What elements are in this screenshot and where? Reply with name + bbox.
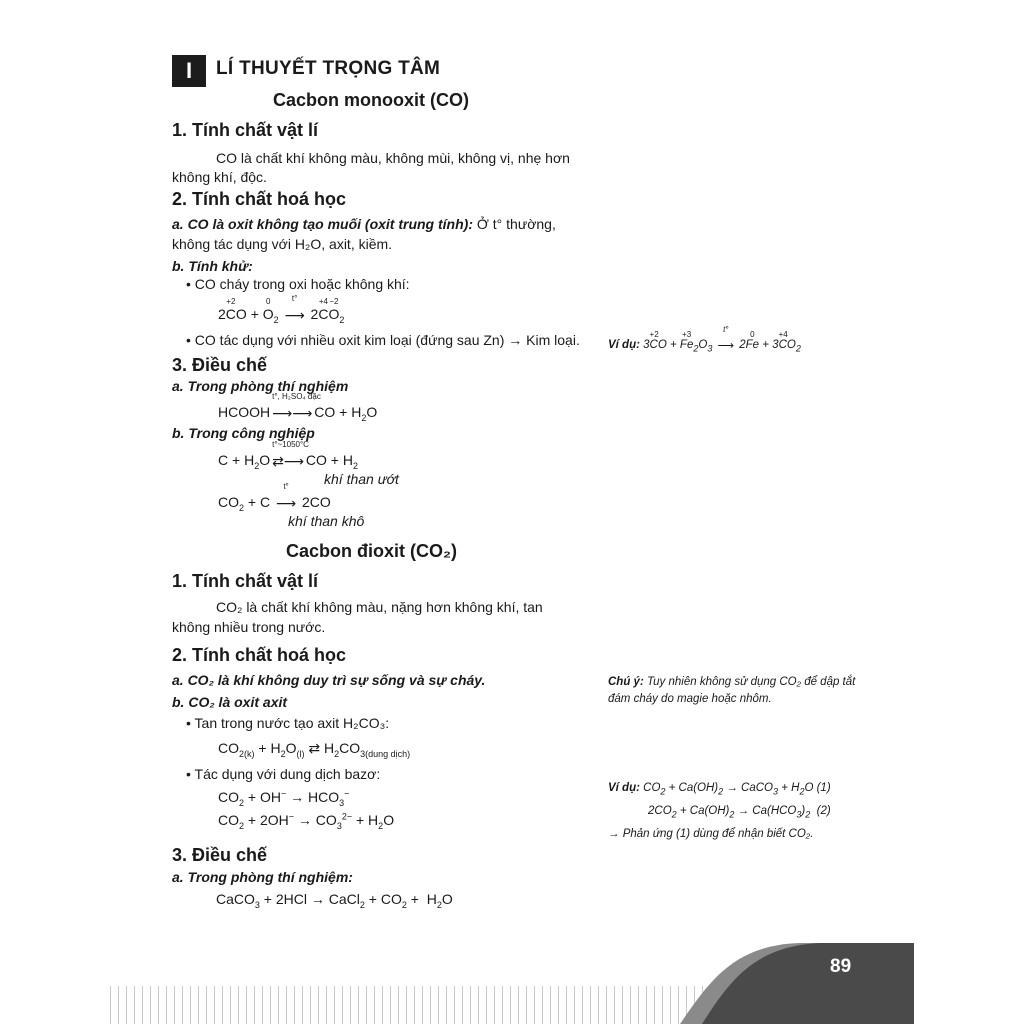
co2-chem-bullet2: • Tác dụng với dung dịch bazơ: bbox=[186, 766, 381, 782]
note-example-2-label: Ví dụ: bbox=[608, 782, 640, 794]
note-example-2: Ví dụ: $CO_2 + Ca(OH)_2$ → CaCO$_3$ + $H_2O$ (1) bbox=[608, 782, 831, 797]
co-chem-bullet1: • CO cháy trong oxi hoặc không khí: bbox=[186, 276, 410, 292]
eq-co2-lab: CaCO$_3$ + 2HCl → CaCl$_2$ + $CO_2 + H_2O$ bbox=[216, 891, 453, 910]
co2-chemical-heading: 2. Tính chất hoá học bbox=[172, 645, 347, 665]
co-title: Cacbon monooxit (CO) bbox=[273, 90, 469, 110]
eq-co-ind-2: $CO_2 + C$ t° ⟶ 2CO bbox=[218, 481, 331, 513]
footer-stripes bbox=[110, 986, 710, 1024]
co-chemical-heading: 2. Tính chất hoá học bbox=[172, 189, 347, 209]
co2-chem-b-heading: b. CO₂ là oxit axit bbox=[172, 694, 288, 710]
section-title: LÍ THUYẾT TRỌNG TÂM bbox=[216, 58, 441, 79]
eq-co-combustion: 2C +2 O + O 0 $_2$ t° ⟶ 2C +4 O −2 $_2$ bbox=[218, 293, 345, 325]
co-prep-heading: 3. Điều chế bbox=[172, 355, 268, 375]
footer-page-tab bbox=[680, 940, 1024, 1024]
page-number: 89 bbox=[830, 956, 852, 977]
co-chem-a bbox=[172, 216, 556, 232]
co2-prep-heading: 3. Điều chế bbox=[172, 845, 268, 865]
co2-prep-lab-heading: a. Trong phòng thí nghiệm: bbox=[172, 869, 353, 885]
co-chem-b-heading: b. Tính khử: bbox=[172, 258, 253, 274]
note-reaction: → Phản ứng (1) dùng để nhận biết CO₂. bbox=[608, 828, 814, 840]
co2-title: Cacbon đioxit (CO₂) bbox=[286, 541, 457, 561]
co2-physical-line2: không nhiều trong nước. bbox=[172, 619, 326, 635]
eq-co2-water: $CO_{2(k)} + H_2O_{(l)}$ ⇄ $H_2CO_{3(dung dịch)}$ bbox=[218, 740, 411, 759]
co-chem-bullet2: • CO tác dụng với nhiều oxit kim loại (đứng sau Zn) → Kim loại. bbox=[186, 332, 580, 348]
note-example-2-line2: $2CO_2 + Ca(OH)_2 \to Ca(HCO_3)_2$ (2) bbox=[648, 805, 831, 820]
co-dry-gas: khí than khô bbox=[288, 513, 365, 529]
co-physical-line1: CO là chất khí không màu, không mùi, không vị, nhẹ hơn bbox=[216, 150, 570, 166]
co-chem-a-bold: a. CO là oxit không tạo muối (oxit trung tính): bbox=[172, 216, 473, 232]
section-badge: I bbox=[172, 55, 206, 87]
note-caution-label: Chú ý: bbox=[608, 676, 644, 688]
co2-chem-bullet1: • Tan trong nước tạo axit H₂CO₃: bbox=[186, 715, 390, 731]
eq-co-ind-1: $C + H_2O$ t°~1050°C ⇄⟶ CO + $H_2$ bbox=[218, 439, 358, 471]
co2-physical-line1: CO₂ là chất khí không màu, nặng hơn không khí, tan bbox=[216, 599, 543, 615]
note-caution bbox=[608, 676, 855, 688]
eq-co2-base-1: $CO_2 + OH^- \to HCO_3^-$ bbox=[218, 788, 350, 808]
co-prep-ind-heading: b. Trong công nghiệp bbox=[172, 425, 315, 441]
note-caution-line1: Tuy nhiên không sử dụng CO₂ để dập tắt bbox=[643, 676, 856, 688]
note-example-1: Ví dụ: 3C +2 O + Fe +3 $_2O_3$ t° ⟶ 2Fe 0 + 3C +4 $O_2$ bbox=[608, 325, 801, 354]
co2-physical-heading: 1. Tính chất vật lí bbox=[172, 571, 319, 591]
note-example-1-label: Ví dụ: bbox=[608, 339, 640, 352]
note-caution-line2: đám cháy do magie hoặc nhôm. bbox=[608, 693, 772, 705]
co-wet-gas: khí than ướt bbox=[324, 471, 399, 487]
co2-chem-a-heading: a. CO₂ là khí không duy trì sự sống và sự cháy. bbox=[172, 672, 486, 688]
eq-co-lab: HCOOH t°, H₂SO₄ đặc ⟶⟶ CO + $H_2O$ bbox=[218, 391, 378, 423]
co-prep-lab-heading: a. Trong phòng thí nghiệm bbox=[172, 378, 349, 394]
eq-co2-base-2: $CO_2 + 2OH^- \to CO_3^{2-} + H_2O$ bbox=[218, 811, 395, 831]
co-chem-a-text: Ở t° thường, bbox=[472, 216, 556, 232]
co-physical-line2: không khí, độc. bbox=[172, 169, 267, 185]
co-physical-heading: 1. Tính chất vật lí bbox=[172, 120, 319, 140]
co-chem-a-line2: không tác dụng với H₂O, axit, kiềm. bbox=[172, 236, 393, 252]
